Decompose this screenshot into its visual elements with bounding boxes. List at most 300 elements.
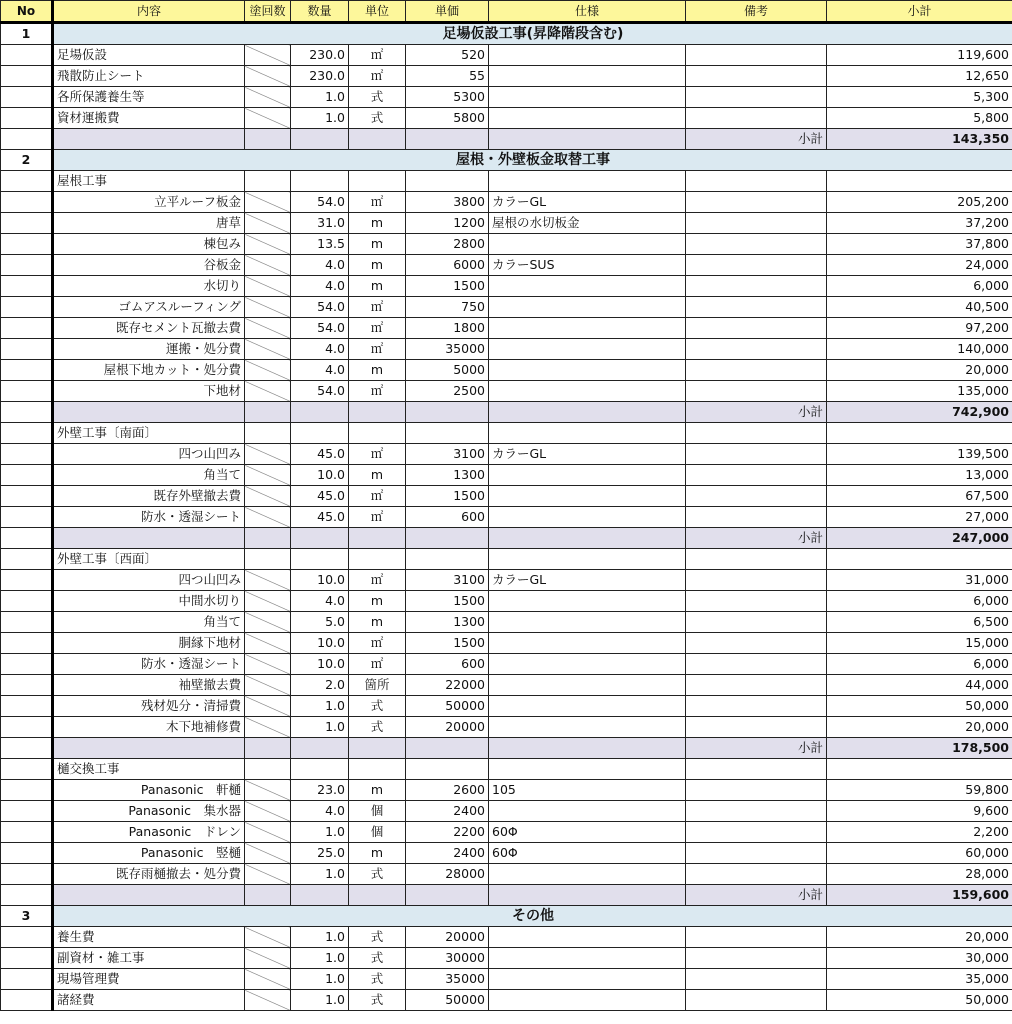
item-amount[interactable]: 140,000 <box>827 339 1012 360</box>
qty-cell[interactable] <box>291 885 349 906</box>
header-no[interactable]: No <box>1 1 53 23</box>
item-name[interactable]: 屋根下地カット・処分費 <box>53 360 245 381</box>
item-note[interactable] <box>686 654 827 675</box>
coats-cell[interactable] <box>245 549 291 570</box>
item-name[interactable]: ゴムアスルーフィング <box>53 297 245 318</box>
item-price[interactable]: 3800 <box>406 192 489 213</box>
subtotal-amount[interactable]: 159,600 <box>827 885 1012 906</box>
header-price[interactable]: 単価 <box>406 1 489 23</box>
item-note[interactable] <box>686 969 827 990</box>
item-spec[interactable]: 60Φ <box>489 843 686 864</box>
item-unit[interactable]: 式 <box>349 927 406 948</box>
item-unit[interactable]: ㎡ <box>349 570 406 591</box>
item-name[interactable]: 防水・透湿シート <box>53 654 245 675</box>
item-price[interactable]: 2200 <box>406 822 489 843</box>
item-amount[interactable]: 37,800 <box>827 234 1012 255</box>
item-note[interactable] <box>686 444 827 465</box>
item-qty[interactable]: 2.0 <box>291 675 349 696</box>
no-cell[interactable] <box>1 969 53 990</box>
unit-cell[interactable] <box>349 129 406 150</box>
subtotal-label[interactable]: 小計 <box>686 528 827 549</box>
item-price[interactable]: 28000 <box>406 864 489 885</box>
item-qty[interactable]: 230.0 <box>291 66 349 87</box>
no-cell[interactable] <box>1 654 53 675</box>
item-unit[interactable]: 式 <box>349 948 406 969</box>
item-note[interactable] <box>686 507 827 528</box>
item-price[interactable]: 520 <box>406 45 489 66</box>
item-unit[interactable]: m <box>349 360 406 381</box>
item-amount[interactable]: 20,000 <box>827 927 1012 948</box>
no-cell[interactable] <box>1 108 53 129</box>
item-note[interactable] <box>686 948 827 969</box>
item-spec[interactable] <box>489 486 686 507</box>
coats-cell[interactable] <box>245 171 291 192</box>
item-note[interactable] <box>686 318 827 339</box>
item-note[interactable] <box>686 927 827 948</box>
item-spec[interactable] <box>489 864 686 885</box>
coats-cell-diagonal[interactable] <box>245 864 291 885</box>
item-qty[interactable]: 54.0 <box>291 381 349 402</box>
coats-cell-diagonal[interactable] <box>245 45 291 66</box>
no-cell[interactable] <box>1 66 53 87</box>
item-note[interactable] <box>686 234 827 255</box>
spec-cell[interactable] <box>489 738 686 759</box>
item-unit[interactable]: ㎡ <box>349 339 406 360</box>
coats-cell-diagonal[interactable] <box>245 297 291 318</box>
item-note[interactable] <box>686 66 827 87</box>
spec-cell[interactable] <box>489 402 686 423</box>
item-price[interactable]: 600 <box>406 654 489 675</box>
item-price[interactable]: 1500 <box>406 486 489 507</box>
unit-cell[interactable] <box>349 528 406 549</box>
price-cell[interactable] <box>406 885 489 906</box>
item-unit[interactable]: ㎡ <box>349 633 406 654</box>
item-spec[interactable] <box>489 381 686 402</box>
item-name[interactable]: Panasonic ドレン <box>53 822 245 843</box>
item-qty[interactable]: 1.0 <box>291 717 349 738</box>
item-note[interactable] <box>686 990 827 1011</box>
item-note[interactable] <box>686 591 827 612</box>
unit-cell[interactable] <box>349 885 406 906</box>
header-note[interactable]: 備考 <box>686 1 827 23</box>
coats-cell-diagonal[interactable] <box>245 507 291 528</box>
item-amount[interactable]: 97,200 <box>827 318 1012 339</box>
no-cell[interactable] <box>1 507 53 528</box>
item-unit[interactable]: ㎡ <box>349 507 406 528</box>
header-spec[interactable]: 仕様 <box>489 1 686 23</box>
coats-cell-diagonal[interactable] <box>245 612 291 633</box>
no-cell[interactable] <box>1 927 53 948</box>
item-note[interactable] <box>686 864 827 885</box>
item-note[interactable] <box>686 213 827 234</box>
item-amount[interactable]: 6,000 <box>827 276 1012 297</box>
item-note[interactable] <box>686 381 827 402</box>
item-qty[interactable]: 31.0 <box>291 213 349 234</box>
item-spec[interactable] <box>489 612 686 633</box>
item-qty[interactable]: 54.0 <box>291 192 349 213</box>
subtotal-amount[interactable]: 178,500 <box>827 738 1012 759</box>
item-price[interactable]: 1300 <box>406 612 489 633</box>
no-cell[interactable] <box>1 990 53 1011</box>
item-note[interactable] <box>686 822 827 843</box>
item-name[interactable]: 防水・透湿シート <box>53 507 245 528</box>
item-qty[interactable]: 4.0 <box>291 276 349 297</box>
item-qty[interactable]: 1.0 <box>291 696 349 717</box>
qty-cell[interactable] <box>291 759 349 780</box>
item-spec[interactable] <box>489 108 686 129</box>
no-cell[interactable] <box>1 486 53 507</box>
item-spec[interactable]: 105 <box>489 780 686 801</box>
item-note[interactable] <box>686 192 827 213</box>
no-cell[interactable] <box>1 822 53 843</box>
coats-cell-diagonal[interactable] <box>245 486 291 507</box>
item-unit[interactable]: 式 <box>349 717 406 738</box>
item-note[interactable] <box>686 465 827 486</box>
subtotal-label[interactable]: 小計 <box>686 738 827 759</box>
item-spec[interactable] <box>489 696 686 717</box>
no-cell[interactable] <box>1 360 53 381</box>
subtotal-amount[interactable]: 742,900 <box>827 402 1012 423</box>
unit-cell[interactable] <box>349 423 406 444</box>
no-cell[interactable] <box>1 864 53 885</box>
item-name[interactable]: 既存雨樋撤去・処分費 <box>53 864 245 885</box>
section-number[interactable]: 3 <box>1 906 53 927</box>
item-name[interactable]: 残材処分・清掃費 <box>53 696 245 717</box>
item-unit[interactable]: 式 <box>349 864 406 885</box>
item-qty[interactable]: 1.0 <box>291 990 349 1011</box>
item-price[interactable]: 2600 <box>406 780 489 801</box>
item-unit[interactable]: m <box>349 843 406 864</box>
coats-cell-diagonal[interactable] <box>245 780 291 801</box>
item-price[interactable]: 2400 <box>406 843 489 864</box>
note-cell[interactable] <box>686 549 827 570</box>
note-cell[interactable] <box>686 423 827 444</box>
coats-cell[interactable] <box>245 129 291 150</box>
item-unit[interactable]: ㎡ <box>349 297 406 318</box>
item-qty[interactable]: 45.0 <box>291 444 349 465</box>
price-cell[interactable] <box>406 759 489 780</box>
item-amount[interactable]: 119,600 <box>827 45 1012 66</box>
item-name[interactable]: 現場管理費 <box>53 969 245 990</box>
name-cell[interactable] <box>53 885 245 906</box>
item-price[interactable]: 1800 <box>406 318 489 339</box>
qty-cell[interactable] <box>291 738 349 759</box>
item-spec[interactable] <box>489 633 686 654</box>
header-qty[interactable]: 数量 <box>291 1 349 23</box>
item-unit[interactable]: ㎡ <box>349 486 406 507</box>
coats-cell-diagonal[interactable] <box>245 234 291 255</box>
no-cell[interactable] <box>1 885 53 906</box>
note-cell[interactable] <box>686 759 827 780</box>
item-spec[interactable] <box>489 507 686 528</box>
no-cell[interactable] <box>1 591 53 612</box>
item-unit[interactable]: ㎡ <box>349 444 406 465</box>
item-unit[interactable]: ㎡ <box>349 45 406 66</box>
item-note[interactable] <box>686 255 827 276</box>
item-qty[interactable]: 1.0 <box>291 864 349 885</box>
no-cell[interactable] <box>1 570 53 591</box>
item-spec[interactable]: カラーSUS <box>489 255 686 276</box>
item-unit[interactable]: ㎡ <box>349 381 406 402</box>
no-cell[interactable] <box>1 696 53 717</box>
item-unit[interactable]: m <box>349 612 406 633</box>
item-note[interactable] <box>686 87 827 108</box>
price-cell[interactable] <box>406 129 489 150</box>
item-name[interactable]: 既存セメント瓦撤去費 <box>53 318 245 339</box>
item-qty[interactable]: 1.0 <box>291 108 349 129</box>
item-spec[interactable] <box>489 591 686 612</box>
coats-cell-diagonal[interactable] <box>245 843 291 864</box>
item-amount[interactable]: 30,000 <box>827 948 1012 969</box>
item-qty[interactable]: 1.0 <box>291 927 349 948</box>
item-note[interactable] <box>686 360 827 381</box>
qty-cell[interactable] <box>291 423 349 444</box>
item-note[interactable] <box>686 108 827 129</box>
no-cell[interactable] <box>1 297 53 318</box>
item-unit[interactable]: 式 <box>349 696 406 717</box>
no-cell[interactable] <box>1 339 53 360</box>
item-spec[interactable] <box>489 654 686 675</box>
coats-cell-diagonal[interactable] <box>245 276 291 297</box>
item-amount[interactable]: 50,000 <box>827 990 1012 1011</box>
qty-cell[interactable] <box>291 528 349 549</box>
unit-cell[interactable] <box>349 759 406 780</box>
price-cell[interactable] <box>406 171 489 192</box>
item-unit[interactable]: m <box>349 255 406 276</box>
item-amount[interactable]: 37,200 <box>827 213 1012 234</box>
item-unit[interactable]: ㎡ <box>349 654 406 675</box>
price-cell[interactable] <box>406 423 489 444</box>
item-amount[interactable]: 24,000 <box>827 255 1012 276</box>
item-unit[interactable]: 式 <box>349 108 406 129</box>
item-price[interactable]: 22000 <box>406 675 489 696</box>
coats-cell-diagonal[interactable] <box>245 192 291 213</box>
subtotal-label[interactable]: 小計 <box>686 129 827 150</box>
coats-cell-diagonal[interactable] <box>245 633 291 654</box>
no-cell[interactable] <box>1 948 53 969</box>
item-name[interactable]: Panasonic 竪樋 <box>53 843 245 864</box>
item-price[interactable]: 5000 <box>406 360 489 381</box>
item-name[interactable]: 資材運搬費 <box>53 108 245 129</box>
amount-cell[interactable] <box>827 549 1012 570</box>
item-amount[interactable]: 9,600 <box>827 801 1012 822</box>
item-amount[interactable]: 27,000 <box>827 507 1012 528</box>
item-price[interactable]: 55 <box>406 66 489 87</box>
unit-cell[interactable] <box>349 402 406 423</box>
header-name[interactable]: 内容 <box>53 1 245 23</box>
coats-cell[interactable] <box>245 402 291 423</box>
item-price[interactable]: 2800 <box>406 234 489 255</box>
item-price[interactable]: 2500 <box>406 381 489 402</box>
item-amount[interactable]: 35,000 <box>827 969 1012 990</box>
coats-cell[interactable] <box>245 885 291 906</box>
no-cell[interactable] <box>1 759 53 780</box>
coats-cell-diagonal[interactable] <box>245 318 291 339</box>
item-price[interactable]: 3100 <box>406 444 489 465</box>
no-cell[interactable] <box>1 633 53 654</box>
name-cell[interactable] <box>53 402 245 423</box>
spec-cell[interactable] <box>489 759 686 780</box>
no-cell[interactable] <box>1 402 53 423</box>
item-unit[interactable]: m <box>349 591 406 612</box>
item-unit[interactable]: ㎡ <box>349 318 406 339</box>
item-spec[interactable] <box>489 990 686 1011</box>
item-price[interactable]: 1500 <box>406 633 489 654</box>
item-spec[interactable] <box>489 948 686 969</box>
coats-cell-diagonal[interactable] <box>245 255 291 276</box>
coats-cell-diagonal[interactable] <box>245 675 291 696</box>
note-cell[interactable] <box>686 171 827 192</box>
item-amount[interactable]: 67,500 <box>827 486 1012 507</box>
item-amount[interactable]: 5,800 <box>827 108 1012 129</box>
item-name[interactable]: 唐草 <box>53 213 245 234</box>
coats-cell-diagonal[interactable] <box>245 654 291 675</box>
item-amount[interactable]: 5,300 <box>827 87 1012 108</box>
item-spec[interactable] <box>489 717 686 738</box>
item-amount[interactable]: 59,800 <box>827 780 1012 801</box>
no-cell[interactable] <box>1 129 53 150</box>
item-name[interactable]: 飛散防止シート <box>53 66 245 87</box>
coats-cell-diagonal[interactable] <box>245 591 291 612</box>
item-note[interactable] <box>686 633 827 654</box>
item-amount[interactable]: 6,000 <box>827 654 1012 675</box>
item-name[interactable]: 既存外壁撤去費 <box>53 486 245 507</box>
item-qty[interactable]: 45.0 <box>291 507 349 528</box>
item-spec[interactable]: カラーGL <box>489 570 686 591</box>
no-cell[interactable] <box>1 717 53 738</box>
item-note[interactable] <box>686 843 827 864</box>
item-unit[interactable]: 式 <box>349 990 406 1011</box>
item-spec[interactable] <box>489 276 686 297</box>
item-qty[interactable]: 10.0 <box>291 570 349 591</box>
coats-cell-diagonal[interactable] <box>245 570 291 591</box>
item-name[interactable]: Panasonic 集水器 <box>53 801 245 822</box>
item-unit[interactable]: ㎡ <box>349 66 406 87</box>
item-qty[interactable]: 13.5 <box>291 234 349 255</box>
subtotal-amount[interactable]: 247,000 <box>827 528 1012 549</box>
item-unit[interactable]: m <box>349 234 406 255</box>
item-amount[interactable]: 60,000 <box>827 843 1012 864</box>
item-amount[interactable]: 31,000 <box>827 570 1012 591</box>
item-note[interactable] <box>686 612 827 633</box>
item-name[interactable]: 棟包み <box>53 234 245 255</box>
item-qty[interactable]: 1.0 <box>291 87 349 108</box>
item-spec[interactable] <box>489 318 686 339</box>
item-name[interactable]: 副資材・雑工事 <box>53 948 245 969</box>
section-title[interactable]: 足場仮設工事(昇降階段含む) <box>53 23 1012 45</box>
item-qty[interactable]: 1.0 <box>291 969 349 990</box>
amount-cell[interactable] <box>827 171 1012 192</box>
no-cell[interactable] <box>1 738 53 759</box>
no-cell[interactable] <box>1 423 53 444</box>
no-cell[interactable] <box>1 276 53 297</box>
no-cell[interactable] <box>1 549 53 570</box>
item-name[interactable]: 諸経費 <box>53 990 245 1011</box>
coats-cell[interactable] <box>245 759 291 780</box>
item-amount[interactable]: 205,200 <box>827 192 1012 213</box>
qty-cell[interactable] <box>291 129 349 150</box>
section-title[interactable]: 屋根・外壁板金取替工事 <box>53 150 1012 171</box>
item-amount[interactable]: 20,000 <box>827 360 1012 381</box>
no-cell[interactable] <box>1 255 53 276</box>
spec-cell[interactable] <box>489 423 686 444</box>
item-unit[interactable]: 式 <box>349 969 406 990</box>
no-cell[interactable] <box>1 45 53 66</box>
item-price[interactable]: 50000 <box>406 696 489 717</box>
item-note[interactable] <box>686 45 827 66</box>
item-price[interactable]: 35000 <box>406 969 489 990</box>
item-qty[interactable]: 23.0 <box>291 780 349 801</box>
item-unit[interactable]: m <box>349 465 406 486</box>
spec-cell[interactable] <box>489 549 686 570</box>
item-price[interactable]: 1300 <box>406 465 489 486</box>
name-cell[interactable] <box>53 738 245 759</box>
item-spec[interactable]: 60Φ <box>489 822 686 843</box>
amount-cell[interactable] <box>827 423 1012 444</box>
name-cell[interactable] <box>53 528 245 549</box>
item-qty[interactable]: 54.0 <box>291 297 349 318</box>
item-amount[interactable]: 6,000 <box>827 591 1012 612</box>
price-cell[interactable] <box>406 528 489 549</box>
item-qty[interactable]: 45.0 <box>291 486 349 507</box>
group-label[interactable]: 外壁工事〔南面〕 <box>53 423 245 444</box>
item-qty[interactable]: 5.0 <box>291 612 349 633</box>
subtotal-label[interactable]: 小計 <box>686 402 827 423</box>
no-cell[interactable] <box>1 612 53 633</box>
item-name[interactable]: 角当て <box>53 612 245 633</box>
coats-cell-diagonal[interactable] <box>245 444 291 465</box>
coats-cell-diagonal[interactable] <box>245 108 291 129</box>
item-unit[interactable]: ㎡ <box>349 192 406 213</box>
subtotal-label[interactable]: 小計 <box>686 885 827 906</box>
item-price[interactable]: 30000 <box>406 948 489 969</box>
item-name[interactable]: 木下地補修費 <box>53 717 245 738</box>
item-note[interactable] <box>686 801 827 822</box>
coats-cell-diagonal[interactable] <box>245 948 291 969</box>
item-unit[interactable]: m <box>349 213 406 234</box>
coats-cell-diagonal[interactable] <box>245 717 291 738</box>
item-amount[interactable]: 15,000 <box>827 633 1012 654</box>
item-note[interactable] <box>686 780 827 801</box>
amount-cell[interactable] <box>827 759 1012 780</box>
item-amount[interactable]: 44,000 <box>827 675 1012 696</box>
coats-cell-diagonal[interactable] <box>245 360 291 381</box>
item-qty[interactable]: 4.0 <box>291 360 349 381</box>
item-price[interactable]: 20000 <box>406 717 489 738</box>
item-price[interactable]: 50000 <box>406 990 489 1011</box>
item-qty[interactable]: 25.0 <box>291 843 349 864</box>
item-qty[interactable]: 4.0 <box>291 591 349 612</box>
item-note[interactable] <box>686 339 827 360</box>
no-cell[interactable] <box>1 780 53 801</box>
item-qty[interactable]: 54.0 <box>291 318 349 339</box>
item-unit[interactable]: 個 <box>349 801 406 822</box>
item-qty[interactable]: 1.0 <box>291 822 349 843</box>
item-spec[interactable] <box>489 801 686 822</box>
no-cell[interactable] <box>1 465 53 486</box>
item-qty[interactable]: 4.0 <box>291 339 349 360</box>
item-price[interactable]: 750 <box>406 297 489 318</box>
item-amount[interactable]: 13,000 <box>827 465 1012 486</box>
item-amount[interactable]: 135,000 <box>827 381 1012 402</box>
no-cell[interactable] <box>1 843 53 864</box>
item-amount[interactable]: 50,000 <box>827 696 1012 717</box>
item-name[interactable]: 足場仮設 <box>53 45 245 66</box>
item-qty[interactable]: 1.0 <box>291 948 349 969</box>
group-label[interactable]: 樋交換工事 <box>53 759 245 780</box>
item-price[interactable]: 6000 <box>406 255 489 276</box>
item-name[interactable]: 四つ山凹み <box>53 444 245 465</box>
